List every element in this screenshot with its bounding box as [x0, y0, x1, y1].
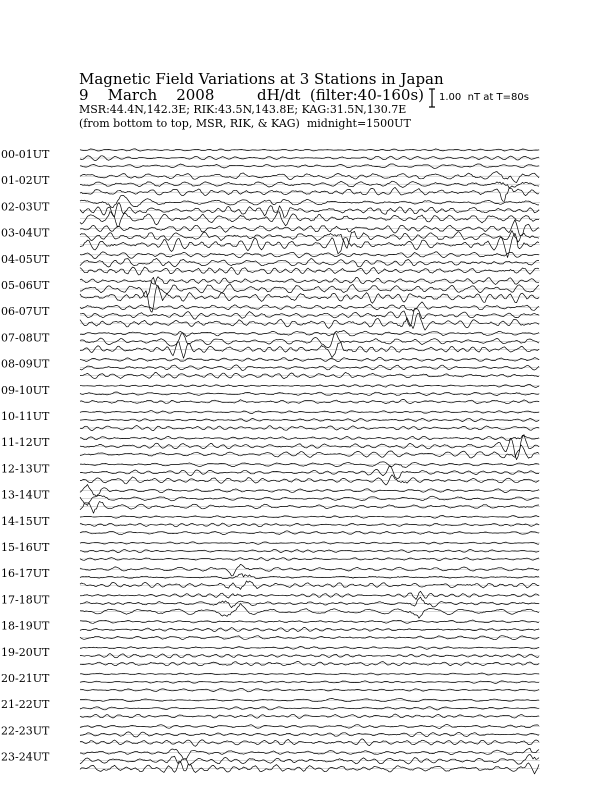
- trace-kag-14: [80, 516, 539, 519]
- chart-title: Magnetic Field Variations at 3 Stations in Japan: [79, 70, 444, 88]
- scale-label: 1.00 nT at T=80s: [439, 92, 529, 103]
- hour-label: 12-13UT: [1, 462, 50, 476]
- trace-msr-4: [80, 267, 539, 275]
- trace-rik-0: [80, 156, 539, 161]
- trace-msr-7: [80, 342, 539, 358]
- trace-rik-1: [80, 181, 539, 188]
- hour-label: 16-17UT: [1, 567, 50, 581]
- hour-label: 21-22UT: [1, 698, 50, 712]
- hour-label: 07-08UT: [1, 331, 50, 345]
- hour-label: 09-10UT: [1, 383, 50, 397]
- trace-msr-19: [80, 662, 539, 666]
- hour-label: 04-05UT: [1, 252, 50, 266]
- hour-label: 23-24UT: [1, 750, 50, 764]
- trace-kag-5: [80, 277, 539, 285]
- hour-label: 14-15UT: [1, 514, 50, 528]
- hour-label: 01-02UT: [1, 174, 50, 188]
- trace-msr-2: [80, 212, 539, 228]
- trace-rik-16: [80, 574, 539, 579]
- hour-label: 08-09UT: [1, 357, 50, 371]
- trace-rik-17: [80, 597, 539, 608]
- hour-label: 05-06UT: [1, 279, 50, 292]
- trace-msr-9: [80, 399, 539, 403]
- trace-kag-16: [80, 564, 539, 576]
- hour-label: 17-18UT: [1, 593, 50, 607]
- station-order-note: (from bottom to top, MSR, RIK, & KAG) midnight=1500UT: [79, 117, 411, 130]
- hour-label: 06-07UT: [1, 305, 50, 319]
- chart-date: 9 March 2008: [79, 86, 215, 104]
- trace-kag-11: [80, 435, 539, 440]
- chart-filter-label: dH/dt (filter:40-160s): [257, 86, 425, 104]
- hour-label: 02-03UT: [1, 200, 50, 214]
- trace-kag-2: [80, 195, 539, 207]
- trace-msr-23: [80, 761, 539, 774]
- trace-rik-2: [80, 203, 539, 218]
- trace-rik-23: [80, 754, 539, 765]
- hour-label: 20-21UT: [1, 672, 50, 685]
- hour-label: 13-14UT: [1, 488, 50, 502]
- hour-label: 00-01UT: [1, 148, 50, 161]
- hour-label: 22-23UT: [1, 724, 50, 738]
- hour-label: 19-20UT: [1, 645, 50, 659]
- trace-rik-13: [80, 495, 539, 505]
- hour-label: 15-16UT: [1, 541, 50, 554]
- hour-label: 10-11UT: [1, 410, 50, 423]
- station-coordinates: MSR:44.4N,142.3E; RIK:43.5N,143.8E; KAG:31.5N,130.7E: [79, 103, 407, 116]
- trace-msr-17: [80, 603, 539, 618]
- trace-msr-12: [80, 475, 539, 485]
- hour-label: 03-04UT: [1, 226, 50, 240]
- hour-label: 18-19UT: [1, 619, 50, 633]
- hour-label: 11-12UT: [1, 436, 50, 450]
- trace-msr-11: [80, 445, 539, 458]
- trace-msr-13: [80, 502, 539, 514]
- trace-kag-1: [80, 172, 539, 183]
- trace-kag-23: [80, 748, 539, 759]
- trace-rik-12: [80, 466, 539, 479]
- trace-kag-4: [80, 252, 539, 259]
